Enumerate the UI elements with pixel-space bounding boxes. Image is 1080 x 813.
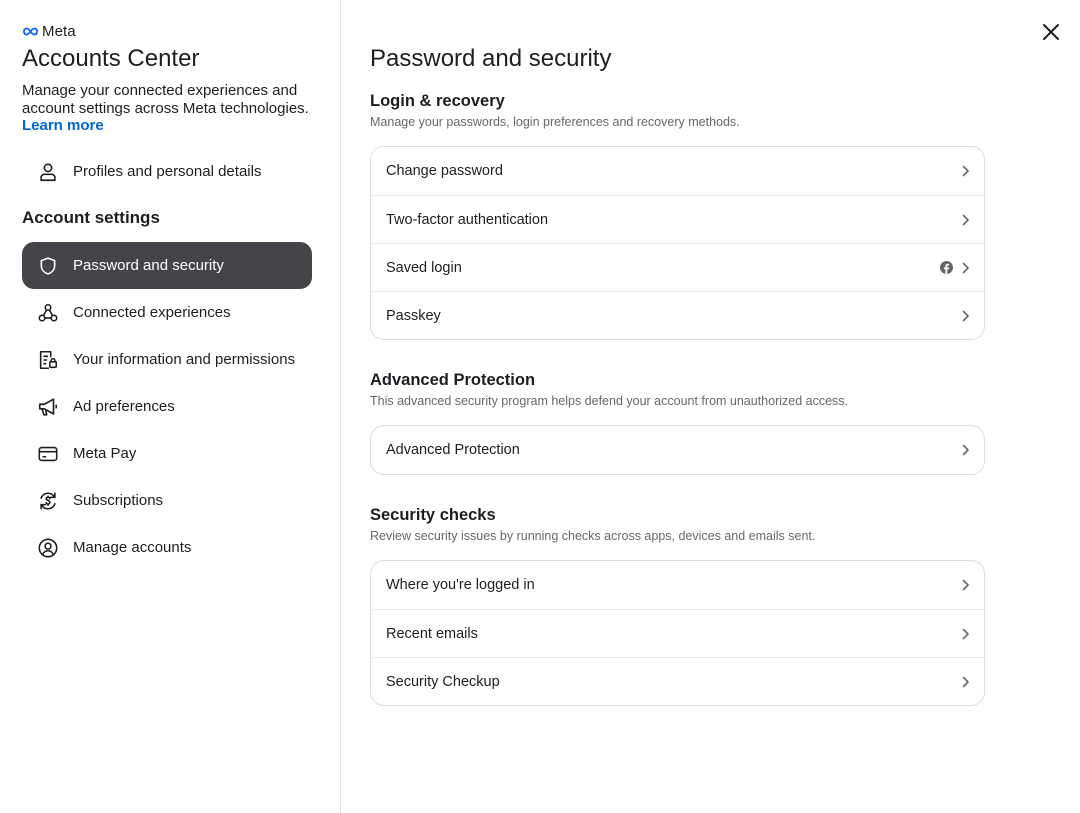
meta-infinity-icon: [22, 26, 39, 37]
sidebar-item-label: Ad preferences: [73, 398, 175, 415]
chevron-right-icon: [962, 628, 970, 640]
login-recovery-description: Manage your passwords, login preferences and recovery methods.: [370, 115, 740, 129]
security-checkup-row[interactable]: Security Checkup: [371, 657, 984, 705]
sidebar-item-label: Connected experiences: [73, 304, 231, 321]
sidebar: [0, 0, 341, 813]
saved-login-row[interactable]: Saved login: [371, 243, 984, 291]
login-recovery-title: Login & recovery: [370, 92, 505, 110]
app-title: Accounts Center: [22, 45, 200, 72]
passkey-row[interactable]: Passkey: [371, 291, 984, 339]
brand-name: Meta: [42, 22, 76, 40]
sidebar-item-label: Subscriptions: [73, 492, 164, 509]
advanced-protection-row[interactable]: Advanced Protection: [371, 426, 984, 474]
sidebar-item-label: Your information and permissions: [73, 351, 296, 368]
app-description: Manage your connected experiences and account settings across Meta technologies.: [22, 82, 309, 117]
card-icon: [36, 442, 60, 466]
sidebar-item-connected-experiences[interactable]: [22, 289, 312, 336]
two-factor-authentication-row[interactable]: Two-factor authentication: [371, 195, 984, 243]
dollar-cycle-icon: [36, 489, 60, 513]
shield-icon: [36, 254, 60, 278]
advanced-protection-title: Advanced Protection: [370, 371, 536, 389]
security-checks-description: Review security issues by running checks across apps, devices and emails sent.: [370, 529, 816, 543]
sidebar-item-ad-preferences[interactable]: [22, 383, 312, 430]
meta-logo: [22, 22, 76, 40]
security-checks-card: [370, 560, 985, 706]
advanced-protection-card: [370, 425, 985, 475]
person-icon: [36, 160, 60, 184]
sidebar-item-subscriptions[interactable]: [22, 477, 312, 524]
close-icon: [1042, 23, 1060, 41]
account-settings-heading: Account settings: [22, 208, 160, 227]
account-circle-icon: [36, 536, 60, 560]
chevron-right-icon: [962, 214, 970, 226]
chevron-right-icon: [962, 165, 970, 177]
chevron-right-icon: [962, 579, 970, 591]
sidebar-item-label: Manage accounts: [73, 539, 192, 556]
login-recovery-card: [370, 146, 985, 340]
chevron-right-icon: [962, 444, 970, 456]
page-title: Password and security: [370, 45, 612, 72]
recent-emails-row[interactable]: Recent emails: [371, 609, 984, 657]
sidebar-item-label: Meta Pay: [73, 445, 137, 462]
sidebar-item-password-security[interactable]: [22, 242, 312, 289]
chevron-right-icon: [962, 676, 970, 688]
sidebar-item-information-permissions[interactable]: [22, 336, 312, 383]
learn-more-link[interactable]: Learn more: [22, 117, 104, 134]
where-logged-in-row[interactable]: Where you're logged in: [371, 561, 984, 609]
document-lock-icon: [36, 348, 60, 372]
chevron-right-icon: [962, 262, 970, 274]
facebook-icon: [940, 261, 953, 274]
megaphone-icon: [36, 395, 60, 419]
close-button[interactable]: [1038, 19, 1064, 45]
security-checks-title: Security checks: [370, 506, 496, 524]
sidebar-item-meta-pay[interactable]: [22, 430, 312, 477]
advanced-protection-description: This advanced security program helps defend your account from unauthorized access.: [370, 394, 849, 408]
change-password-row[interactable]: Change password: [371, 147, 984, 195]
sidebar-item-label: Profiles and personal details: [73, 163, 262, 180]
connected-nodes-icon: [36, 301, 60, 325]
sidebar-item-profiles[interactable]: [22, 148, 312, 195]
sidebar-item-manage-accounts[interactable]: [22, 524, 312, 571]
chevron-right-icon: [962, 310, 970, 322]
sidebar-item-label: Password and security: [73, 257, 224, 274]
